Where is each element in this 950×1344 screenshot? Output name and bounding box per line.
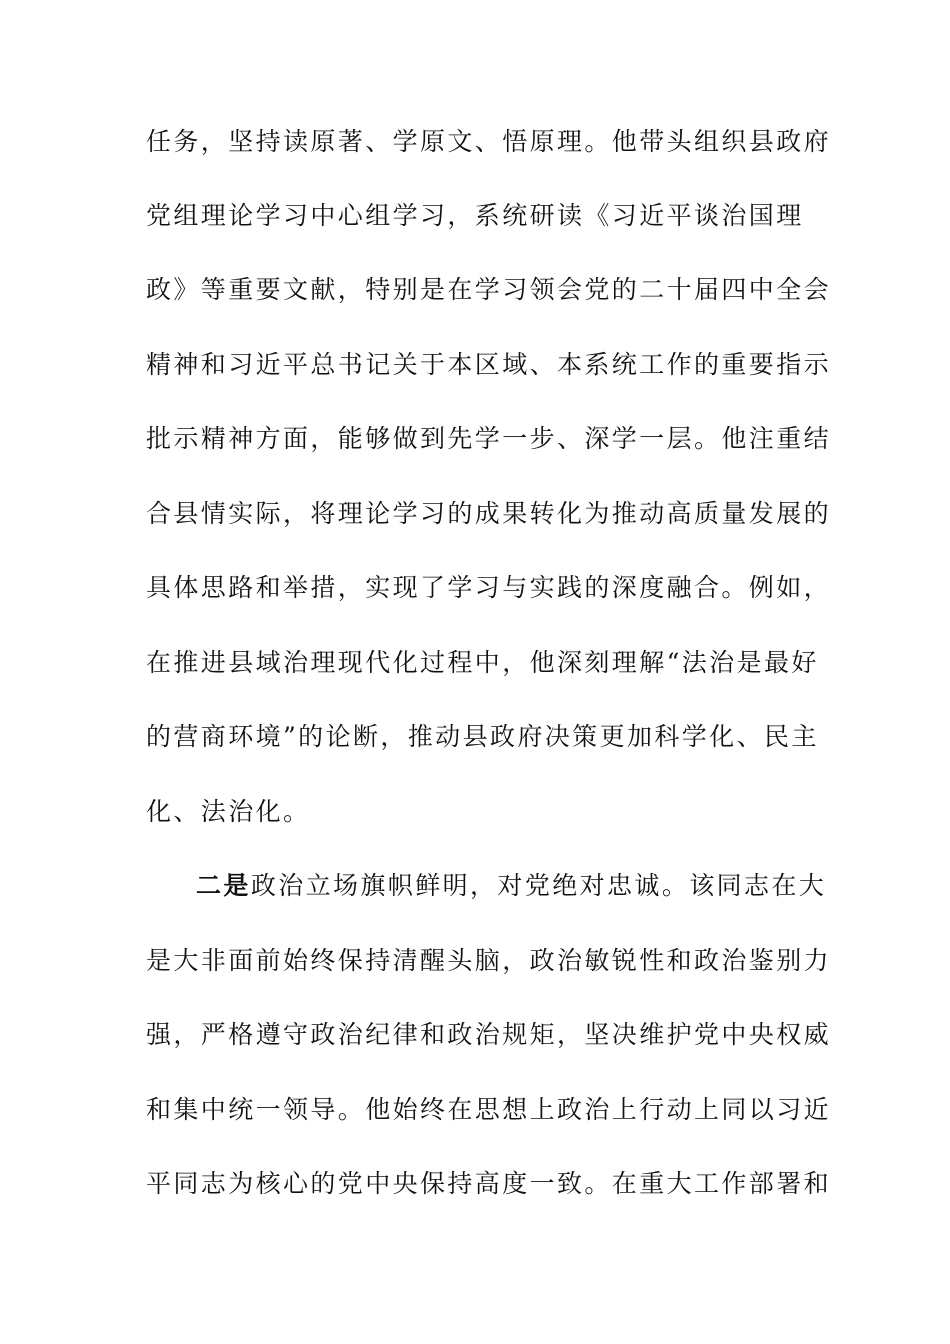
paragraph-2-line-3: 强，严格遵守政治纪律和政治规矩，坚决维护党中央权威: [146, 1020, 832, 1049]
paragraph-1-line-4: 精神和习近平总书记关于本区域、本系统工作的重要指示: [146, 350, 832, 379]
paragraph-2-lead: 二是: [196, 871, 251, 900]
paragraph-1-line-5: 批示精神方面，能够做到先学一步、深学一层。他注重结: [146, 424, 832, 453]
paragraph-1-line-7: 具体思路和举措，实现了学习与实践的深度融合。例如，: [146, 573, 832, 602]
paragraph-1-line-10: 化、法治化。: [146, 797, 311, 826]
paragraph-1-line-2: 党组理论学习中心组学习，系统研读《习近平谈治国理: [146, 201, 804, 230]
paragraph-2-line-1: [196, 866, 836, 906]
paragraph-1-line-9: 的营商环境”的论断，推动县政府决策更加科学化、民主: [146, 722, 819, 751]
paragraph-2-first-line-text: 政治立场旗帜鲜明，对党绝对忠诚。该同志在大: [250, 871, 827, 900]
paragraph-1-line-6: 合县情实际，将理论学习的成果转化为推动高质量发展的: [146, 499, 832, 528]
paragraph-1-line-8: 在推进县域治理现代化过程中，他深刻理解“法治是最好: [146, 648, 819, 677]
paragraph-2-line-4: 和集中统一领导。他始终在思想上政治上行动上同以习近: [146, 1095, 832, 1124]
paragraph-2-line-5: 平同志为核心的党中央保持高度一致。在重大工作部署和: [146, 1169, 832, 1198]
paragraph-2-line-2: 是大非面前始终保持清醒头脑，政治敏锐性和政治鉴别力: [146, 946, 832, 975]
paragraph-1-line-3: 政》等重要文献，特别是在学习领会党的二十届四中全会: [146, 275, 832, 304]
paragraph-1-line-1: 任务，坚持读原著、学原文、悟原理。他带头组织县政府: [146, 127, 832, 156]
